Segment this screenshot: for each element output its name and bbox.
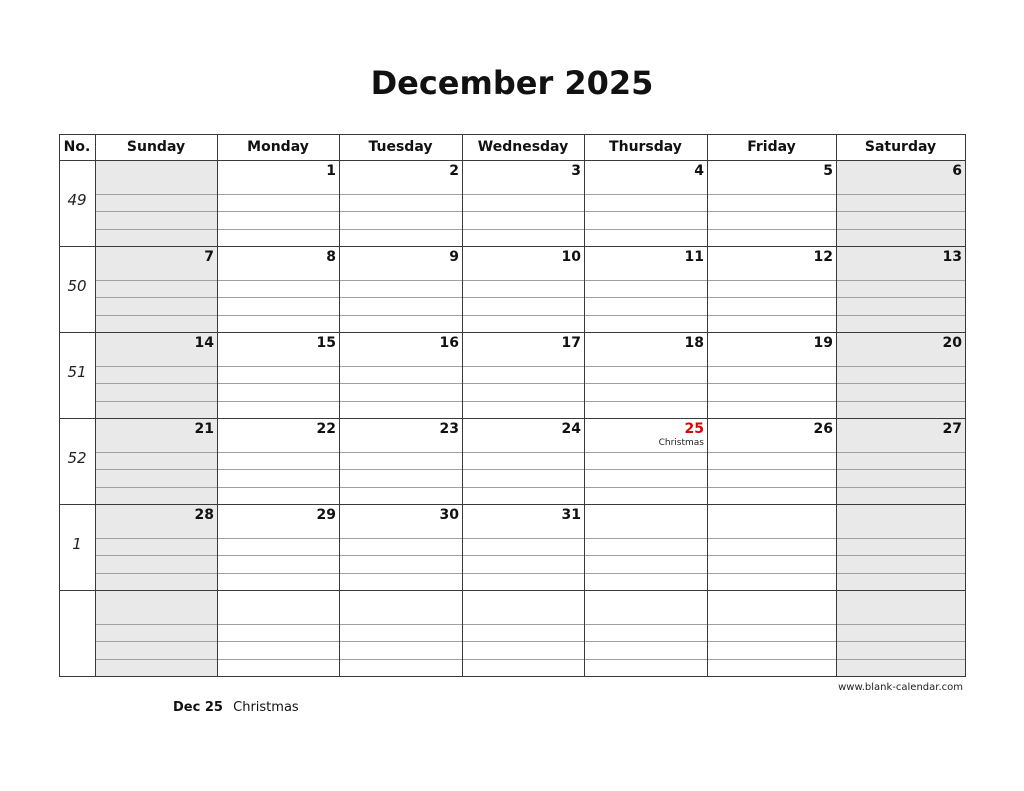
grid-row-line <box>59 332 966 333</box>
day-cell[interactable] <box>836 592 965 610</box>
day-cell[interactable]: 2 <box>449 163 459 179</box>
note-line <box>95 401 965 402</box>
header-monday: Monday <box>247 139 309 155</box>
day-cell[interactable]: 30 <box>439 507 459 523</box>
header-week-number: No. <box>63 139 91 155</box>
week-number: 51 <box>67 363 87 381</box>
day-cell[interactable] <box>584 592 707 610</box>
legend-name: Christmas <box>233 700 299 715</box>
day-cell[interactable]: 14 <box>194 335 214 351</box>
note-line <box>95 469 965 470</box>
holiday-label: Christmas <box>658 438 704 448</box>
day-cell[interactable]: 18 <box>684 335 704 351</box>
day-cell[interactable]: 23 <box>439 421 459 437</box>
day-cell[interactable] <box>707 506 836 524</box>
day-cell[interactable]: 29 <box>316 507 336 523</box>
day-cell[interactable]: 26 <box>813 421 833 437</box>
header-friday: Friday <box>747 139 796 155</box>
grid-column-line <box>95 134 96 677</box>
day-cell[interactable]: 11 <box>684 249 704 265</box>
header-sunday: Sunday <box>126 139 186 155</box>
day-cell[interactable] <box>584 506 707 524</box>
note-line <box>95 487 965 488</box>
grid-column-line <box>965 134 966 677</box>
grid-row-line <box>59 418 966 419</box>
week-number: 52 <box>67 449 87 467</box>
day-cell[interactable]: 6 <box>952 163 962 179</box>
grid-column-line <box>462 134 463 677</box>
note-line <box>95 573 965 574</box>
day-cell[interactable]: 22 <box>316 421 336 437</box>
grid-column-line <box>836 134 837 677</box>
day-cell[interactable]: 13 <box>942 249 962 265</box>
week-number: 50 <box>67 277 87 295</box>
grid-row-line <box>59 246 966 247</box>
note-line <box>95 315 965 316</box>
note-line <box>95 538 965 539</box>
grid-row-line <box>59 590 966 591</box>
day-cell[interactable]: 7 <box>204 249 214 265</box>
week-number: 49 <box>67 191 87 209</box>
day-cell[interactable]: 15 <box>316 335 336 351</box>
day-cell[interactable]: 27 <box>942 421 962 437</box>
grid-column-line <box>707 134 708 677</box>
day-cell[interactable] <box>95 592 217 610</box>
day-cell[interactable]: 8 <box>326 249 336 265</box>
note-line <box>95 659 965 660</box>
day-cell[interactable] <box>462 592 584 610</box>
note-line <box>95 280 965 281</box>
note-line <box>95 641 965 642</box>
day-cell[interactable]: 28 <box>194 507 214 523</box>
grid-column-line <box>584 134 585 677</box>
grid-row-line <box>59 676 966 677</box>
note-line <box>95 211 965 212</box>
day-cell[interactable]: 16 <box>439 335 459 351</box>
grid-row-line <box>59 160 966 161</box>
holiday-legend <box>173 700 299 715</box>
day-cell[interactable]: 1 <box>326 163 336 179</box>
day-cell[interactable]: 12 <box>813 249 833 265</box>
note-line <box>95 383 965 384</box>
calendar-grid <box>59 134 965 676</box>
day-cell[interactable]: 19 <box>813 335 833 351</box>
week-number: 1 <box>72 535 82 553</box>
day-cell[interactable] <box>95 162 217 180</box>
grid-row-line <box>59 504 966 505</box>
header-thursday: Thursday <box>609 139 682 155</box>
note-line <box>95 555 965 556</box>
header-tuesday: Tuesday <box>368 139 433 155</box>
day-cell[interactable]: 9 <box>449 249 459 265</box>
grid-column-line <box>217 134 218 677</box>
note-line <box>95 229 965 230</box>
day-cell[interactable] <box>836 506 965 524</box>
day-cell[interactable] <box>217 592 339 610</box>
note-line <box>95 194 965 195</box>
day-cell[interactable]: 25 <box>684 421 704 437</box>
day-cell[interactable]: 4 <box>694 163 704 179</box>
day-cell[interactable]: 31 <box>561 507 581 523</box>
note-line <box>95 366 965 367</box>
day-cell[interactable]: 21 <box>194 421 214 437</box>
grid-row-line <box>59 134 966 135</box>
grid-column-line <box>339 134 340 677</box>
note-line <box>95 624 965 625</box>
day-cell[interactable] <box>339 592 462 610</box>
page-title: December 2025 <box>370 64 654 102</box>
day-cell[interactable]: 10 <box>561 249 581 265</box>
legend-date: Dec 25 <box>173 700 223 715</box>
day-cell[interactable]: 17 <box>561 335 581 351</box>
header-saturday: Saturday <box>864 139 937 155</box>
day-cell[interactable]: 20 <box>942 335 962 351</box>
note-line <box>95 297 965 298</box>
day-cell[interactable]: 24 <box>561 421 581 437</box>
day-cell[interactable]: 5 <box>823 163 833 179</box>
day-cell[interactable] <box>707 592 836 610</box>
day-cell[interactable]: 3 <box>571 163 581 179</box>
note-line <box>95 452 965 453</box>
grid-column-line <box>59 134 60 677</box>
header-wednesday: Wednesday <box>477 139 569 155</box>
website-link[interactable]: www.blank-calendar.com <box>838 682 963 693</box>
